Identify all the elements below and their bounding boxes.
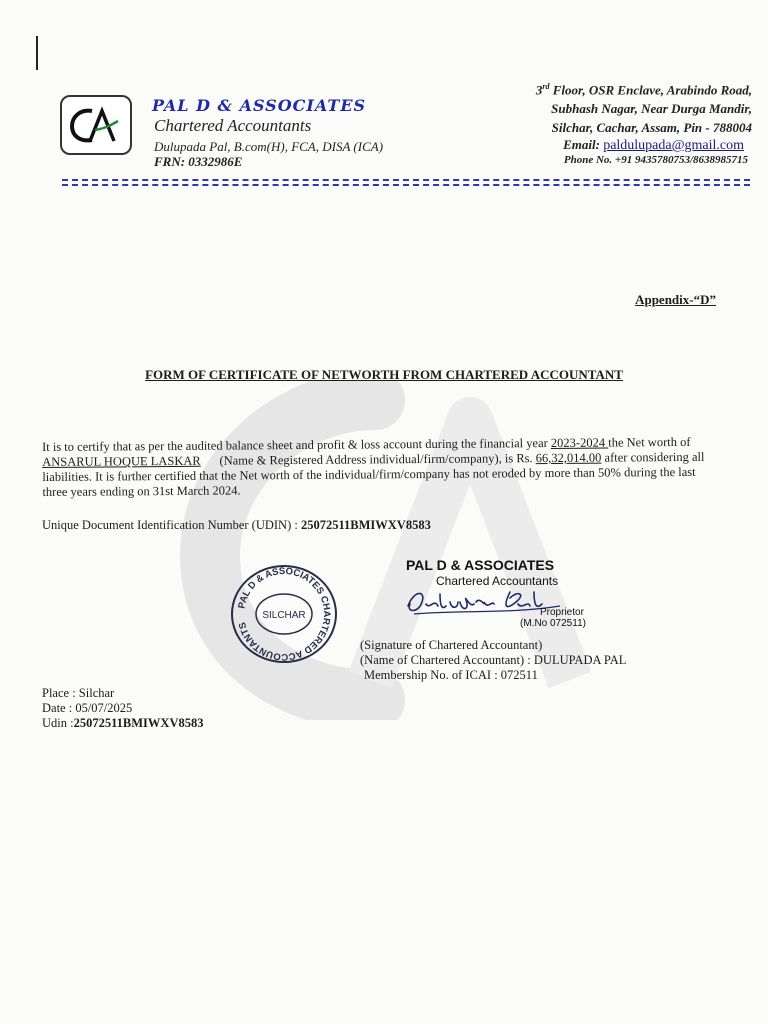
address-floor-suffix: rd (542, 82, 550, 91)
header-divider (62, 179, 750, 186)
address-line-1-text: Floor, OSR Enclave, Arabindo Road, (549, 82, 752, 98)
accountant-name: (Name of Chartered Accountant) : DULUPADA PAL (360, 653, 627, 667)
para-text-4: after considering all liabilities. It is further certified that the Net worth of the individual/firm/company has not eroded by more than 50% during the last three years ending on 31st March 2024. (42, 449, 705, 499)
para-text-3: (Name & Registered Address individual/firm/company), is Rs. (200, 451, 536, 468)
networth-amount: 66,32,014.00 (535, 450, 602, 466)
entity-name: ANSARUL HOQUE LASKAR (42, 453, 201, 469)
signature-block (360, 638, 626, 683)
scan-margin-mark (36, 36, 38, 70)
para-text-2: the Net worth of (608, 434, 691, 450)
udin-label: Unique Document Identification Number (UDIN) : (42, 518, 301, 532)
firm-stamp-role: Proprietor (540, 607, 584, 618)
signature-caption: (Signature of Chartered Accountant) (360, 638, 543, 652)
udin-value: 25072511BMIWXV8583 (300, 518, 431, 532)
firm-frn: FRN: 0332986E (154, 154, 243, 169)
date: Date : 05/07/2025 (42, 701, 133, 715)
firm-stamp-subtitle: Chartered Accountants (436, 574, 559, 588)
certificate-paragraph (42, 435, 722, 500)
stamp-center-text: SILCHAR (262, 610, 306, 621)
ca-logo (60, 95, 132, 155)
udin-line (42, 518, 431, 533)
phone-line: Phone No. +91 9435780753/8638985715 (563, 154, 748, 166)
firm-credentials: Dulupada Pal, B.com(H), FCA, DISA (ICA) (154, 139, 384, 154)
place-date-block (42, 686, 203, 731)
firm-name: PAL D & ASSOCIATES (152, 96, 367, 115)
email-line (563, 137, 744, 154)
stamp-ring-text: PAL D & ASSOCIATES CHARTERED ACCOUNTANTS (236, 565, 333, 663)
address-line-1 (536, 82, 752, 98)
address-line-3: Silchar, Cachar, Assam, Pin - 788004 (551, 120, 752, 135)
footer-udin (42, 716, 203, 731)
icai-membership: Membership No. of ICAI : 072511 (364, 668, 538, 682)
round-stamp (228, 562, 340, 666)
para-text-1: It is to certify that as per the audited balance sheet and profit & loss account during the financial year (42, 436, 551, 454)
ca-logo-icon (62, 97, 130, 153)
firm-stamp-mno: (M.No 072511) (520, 618, 586, 629)
footer-udin-label: Udin : (42, 716, 74, 730)
address-line-2: Subhash Nagar, Near Durga Mandir, (551, 101, 752, 116)
appendix-label: Appendix-“D” (635, 292, 716, 307)
place: Place : Silchar (42, 686, 115, 700)
email-label: Email: (563, 137, 604, 152)
document-title: FORM OF CERTIFICATE OF NETWORTH FROM CHARTERED ACCOUNTANT (145, 367, 623, 382)
firm-stamp-name: PAL D & ASSOCIATES (406, 557, 555, 573)
email-link[interactable]: paldulupada@gmail.com (603, 138, 744, 153)
financial-year: 2023-2024 (550, 435, 609, 451)
address-floor-number: 3 (535, 82, 543, 98)
footer-udin-value: 25072511BMIWXV8583 (73, 716, 204, 730)
firm-subtitle: Chartered Accountants (154, 116, 312, 135)
